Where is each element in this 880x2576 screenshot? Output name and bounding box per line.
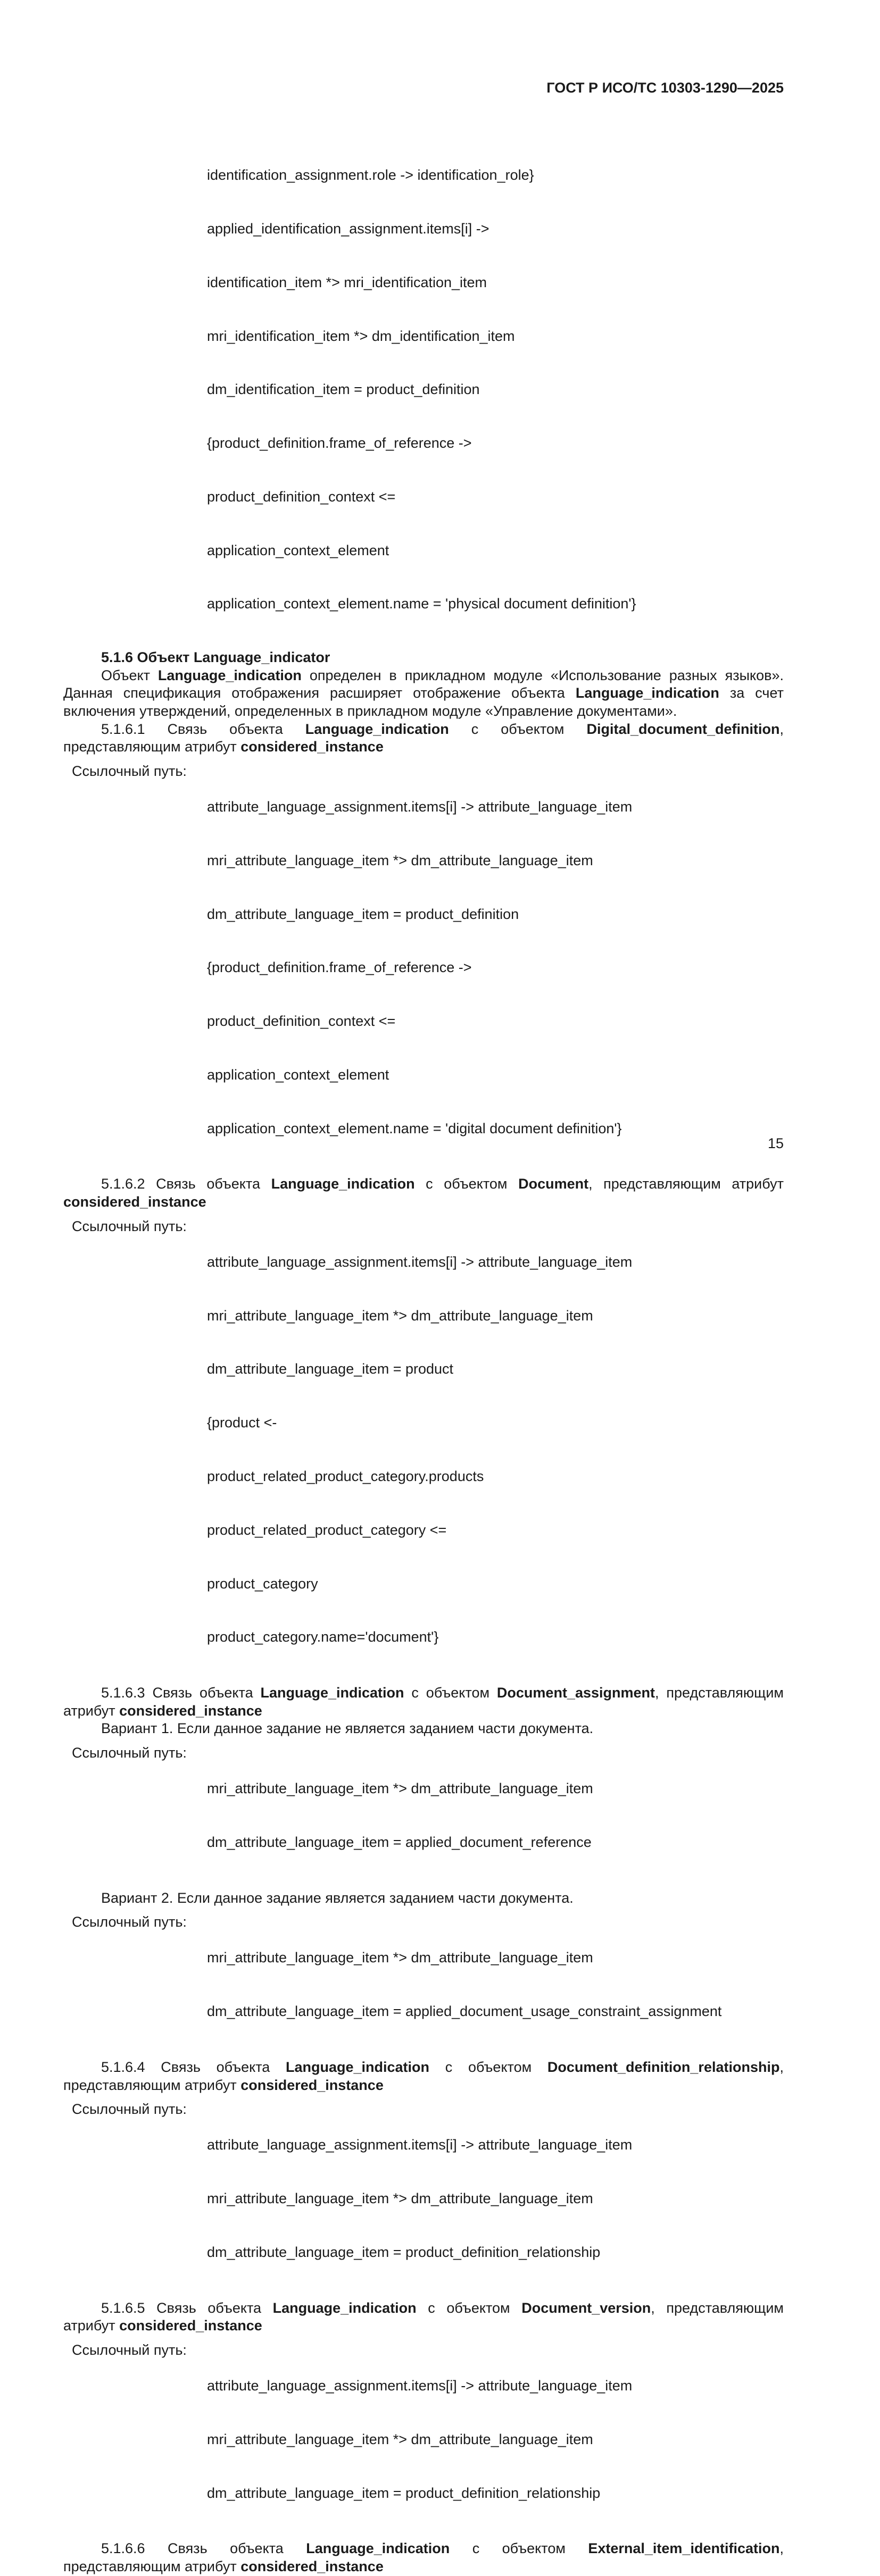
- path-line: {product <-: [207, 1415, 277, 1431]
- subsection-5-1-6-3-heading: 5.1.6.3 Связь объекта Language_indication с объектом Document_assignment, представляющим атрибут considered_instance: [63, 1685, 784, 1719]
- subsection-5-1-6-5-heading: 5.1.6.5 Связь объекта Language_indication с объектом Document_version, представляющим атрибут considered_instance: [63, 2299, 784, 2334]
- path-line: mri_attribute_language_item *> dm_attribute_language_item: [207, 2190, 593, 2207]
- code-line: product_definition_context <=: [207, 488, 396, 505]
- subsection-5-1-6-1-heading: 5.1.6.1 Связь объекта Language_indication с объектом Digital_document_definition, представляющим атрибут considered_instance: [63, 721, 784, 755]
- reference-path: [63, 2341, 784, 2538]
- reference-path: [63, 1744, 784, 1887]
- subsection-5-1-6-6-heading: 5.1.6.6 Связь объекта Language_indication с объектом External_item_identification, представляющим атрибут considered_instance: [63, 2540, 784, 2574]
- subsection-5-1-6-4-heading: 5.1.6.4 Связь объекта Language_indication с объектом Document_definition_relationship, представляющим атрибут considered_instance: [63, 2059, 784, 2093]
- top-code-block: [63, 131, 784, 649]
- section-title: 5.1.6 Объект Language_indicator: [101, 649, 330, 666]
- intro-paragraph: Объект Language_indication определен в прикладном модуле «Использование разных языков». Данная спецификация отображения расширяет отображение объекта Language_indication за счет включения утверждений, определенных в прикладном модуле «Управление документами».: [63, 667, 784, 719]
- path-line: attribute_language_assignment.items[i] -> attribute_language_item: [207, 2378, 633, 2394]
- document-header: ГОСТ Р ИСО/ТС 10303-1290—2025: [546, 80, 784, 96]
- reference-path-label: Ссылочный путь:: [72, 2101, 187, 2118]
- path-line: mri_attribute_language_item *> dm_attribute_language_item: [207, 1950, 593, 1966]
- variant-2-text: Вариант 2. Если данное задание является заданием части документа.: [101, 1889, 574, 1906]
- code-line: identification_assignment.role -> identification_role}: [207, 167, 534, 183]
- path-line: dm_attribute_language_item = product_definition: [207, 906, 519, 922]
- path-line: attribute_language_assignment.items[i] -> attribute_language_item: [207, 798, 633, 815]
- reference-path: [63, 763, 784, 1174]
- path-line: dm_attribute_language_item = applied_document_reference: [207, 1834, 592, 1850]
- path-line: dm_attribute_language_item = product_definition_relationship: [207, 2485, 601, 2501]
- path-line: dm_attribute_language_item = product: [207, 1361, 454, 1377]
- page-content: [63, 131, 784, 2576]
- reference-path-label: Ссылочный путь:: [72, 763, 187, 779]
- path-line: application_context_element: [207, 1066, 389, 1083]
- path-line: {product_definition.frame_of_reference ->: [207, 959, 472, 976]
- reference-path: [63, 1218, 784, 1682]
- path-line: dm_attribute_language_item = applied_document_usage_constraint_assignment: [207, 2003, 722, 2020]
- code-line: identification_item *> mri_identification_item: [207, 274, 487, 290]
- path-line: product_category.name='document'}: [207, 1629, 439, 1645]
- code-line: {product_definition.frame_of_reference ->: [207, 435, 472, 451]
- reference-path-lines: [207, 1218, 632, 1682]
- reference-path-lines: [207, 1744, 593, 1887]
- reference-path-label: Ссылочный путь:: [72, 2341, 187, 2358]
- code-line: application_context_element: [207, 542, 389, 558]
- path-line: product_category: [207, 1575, 318, 1592]
- path-line: mri_attribute_language_item *> dm_attribute_language_item: [207, 1307, 593, 1324]
- reference-path-label: Ссылочный путь:: [72, 1914, 187, 1930]
- reference-path-lines: [207, 1913, 721, 2056]
- path-line: product_related_product_category <=: [207, 1521, 447, 1538]
- path-line: application_context_element.name = 'digital document definition'}: [207, 1120, 622, 1136]
- path-line: product_related_product_category.products: [207, 1468, 484, 1484]
- reference-path-lines: [207, 2341, 632, 2538]
- reference-path-lines: [207, 2101, 632, 2297]
- subsection-5-1-6-2-heading: 5.1.6.2 Связь объекта Language_indication с объектом Document, представляющим атрибут considered_instance: [63, 1176, 784, 1210]
- reference-path-label: Ссылочный путь:: [72, 1218, 187, 1234]
- path-line: product_definition_context <=: [207, 1013, 396, 1030]
- code-line: mri_identification_item *> dm_identification_item: [207, 328, 515, 344]
- path-line: dm_attribute_language_item = product_definition_relationship: [207, 2244, 601, 2260]
- code-line: dm_identification_item = product_definition: [207, 381, 480, 398]
- page-number: 15: [767, 1135, 784, 1151]
- path-line: mri_attribute_language_item *> dm_attribute_language_item: [207, 852, 593, 868]
- path-line: attribute_language_assignment.items[i] -> attribute_language_item: [207, 2137, 633, 2153]
- path-line: mri_attribute_language_item *> dm_attribute_language_item: [207, 1780, 593, 1797]
- code-line: applied_identification_assignment.items[i] ->: [207, 220, 489, 237]
- code-line: application_context_element.name = 'physical document definition'}: [207, 596, 636, 612]
- reference-path-label: Ссылочный путь:: [72, 1744, 187, 1761]
- reference-path: [63, 2101, 784, 2297]
- path-line: mri_attribute_language_item *> dm_attribute_language_item: [207, 2431, 593, 2447]
- reference-path-lines: [207, 763, 632, 1174]
- reference-path: [63, 1913, 784, 2056]
- variant-1-text: Вариант 1. Если данное задание не является заданием части документа.: [101, 1720, 594, 1737]
- path-line: attribute_language_assignment.items[i] -> attribute_language_item: [207, 1253, 633, 1270]
